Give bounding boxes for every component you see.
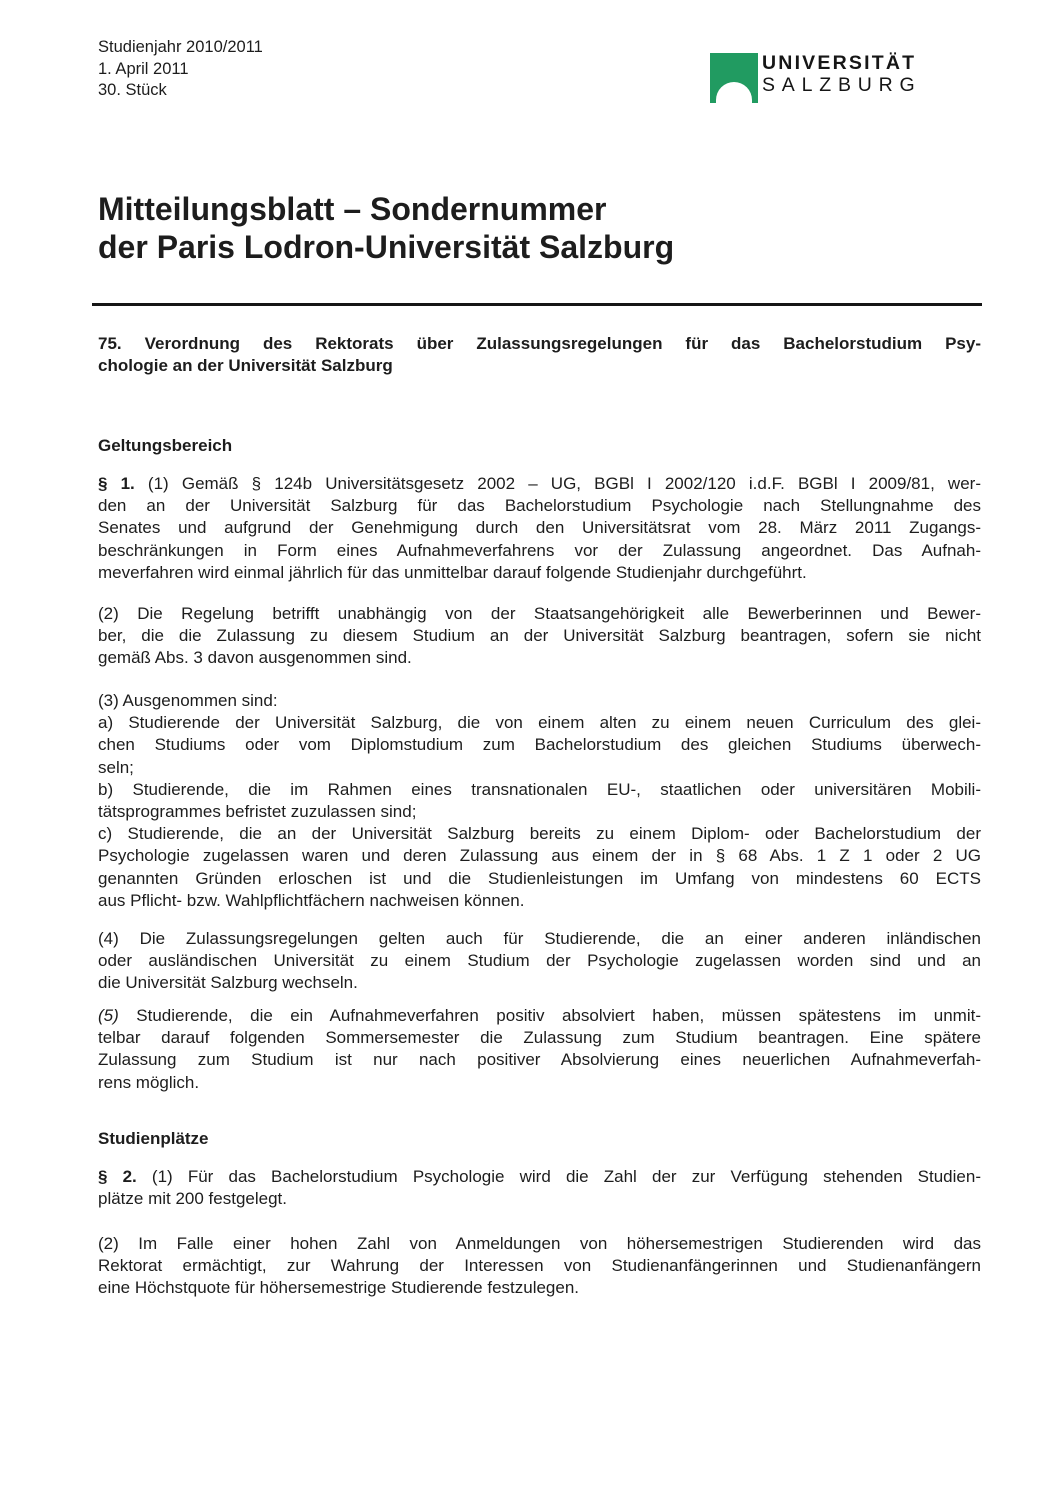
paragraph-2 — [98, 603, 981, 670]
text-line: seln; — [98, 757, 134, 777]
section-heading-geltungsbereich: Geltungsbereich — [98, 436, 233, 455]
logo-word-salzburg: SALZBURG — [762, 74, 922, 96]
paragraph-5 — [98, 1005, 981, 1094]
text-line: aus Pflicht- bzw. Wahlpflichtfächern nachweisen können. — [98, 890, 525, 910]
text-line: (4) Die Zulassungsregelungen gelten auch für Studierende, die an einer anderen inländischen — [98, 929, 981, 948]
text-line: § 2. (1) Für das Bachelorstudium Psychologie wird die Zahl der zur Verfügung stehenden Studien- — [98, 1167, 981, 1186]
paragraph-3-intro — [98, 690, 981, 712]
text-line: § 1. (1) Gemäß § 124b Universitätsgesetz 2002 – UG, BGBl I 2002/120 i.d.F. BGBl I 2009/81, wer- — [98, 474, 981, 493]
logo-word-universitaet: UNIVERSITÄT — [762, 52, 917, 74]
text-line: rens möglich. — [98, 1072, 200, 1092]
paragraph-s2-1 — [98, 1166, 981, 1210]
text-line: plätze mit 200 festgelegt. — [98, 1189, 288, 1209]
text-line: chen Studiums oder vom Diplomstudium zum Bachelorstudium des gleichen Studiums überwech- — [98, 735, 981, 755]
text-line: chologie an der Universität Salzburg — [98, 356, 393, 376]
text-line: 75. Verordnung des Rektorats über Zulassungsregelungen für das Bachelorstudium Psy- — [98, 334, 981, 353]
text-line: ber, die die Zulassung zu diesem Studium an der Universität Salzburg beantragen, sofern sie nicht — [98, 626, 981, 646]
paragraph-3-item-c — [98, 823, 981, 912]
paragraph-3-item-b — [98, 779, 981, 823]
text-line: 30. Stück — [98, 81, 167, 99]
paragraph-3-item-a — [98, 712, 981, 779]
masthead — [98, 37, 263, 102]
ordinance-title — [98, 333, 981, 377]
text-line: Psychologie zugelassen waren und deren Zulassung aus einem der in § 68 Abs. 1 Z 1 oder 2 UG — [98, 846, 981, 866]
text-line: telbar darauf folgenden Sommersemester die Zulassung zum Studium beantragen. Eine spätere — [98, 1028, 981, 1048]
section-heading-studienplaetze: Studienplätze — [98, 1129, 209, 1148]
text-line: c) Studierende, die an der Universität Salzburg bereits zu einem Diplom- oder Bachelorstudium der — [98, 824, 981, 844]
text-line: Senates und aufgrund der Genehmigung durch den Universitätsrat vom 28. März 2011 Zugangs- — [98, 518, 981, 538]
paragraph-3 — [98, 690, 981, 912]
text-line: a) Studierende der Universität Salzburg, die von einem alten zu einem neuen Curriculum des glei- — [98, 713, 981, 733]
text-line: meverfahren wird einmal jährlich für das unmittelbar darauf folgende Studienjahr durchgeführt. — [98, 562, 807, 582]
page-title — [98, 190, 998, 266]
text-line: genannten Gründen erloschen ist und die Studienleistungen im Umfang von mindestens 60 ECTS — [98, 868, 981, 888]
paragraph-4 — [98, 928, 981, 995]
logo-dome-icon — [716, 82, 752, 103]
text-line: b) Studierende, die im Rahmen eines transnationalen EU-, staatlichen oder universitären Mobili- — [98, 779, 981, 799]
paragraph-1 — [98, 473, 981, 584]
paragraph-s2-2 — [98, 1233, 981, 1300]
text-line: (5) Studierende, die ein Aufnahmeverfahren positiv absolviert haben, müssen spätestens im unmit- — [98, 1006, 981, 1025]
text-line: Mitteilungsblatt – Sondernummer — [98, 191, 607, 227]
text-line: Zulassung zum Studium ist nur nach positiver Absolvierung eines neuerlichen Aufnahmeverfah- — [98, 1050, 981, 1070]
text-line: beschränkungen in Form eines Aufnahmeverfahrens vor der Zulassung angeordnet. Das Aufnah- — [98, 540, 981, 560]
text-line: den an der Universität Salzburg für das Bachelorstudium Psychologie nach Stellungnahme des — [98, 496, 981, 516]
text-line: Studienjahr 2010/2011 — [98, 38, 263, 56]
text-line: oder ausländischen Universität zu einem Studium der Psychologie zugelassen worden sind und an — [98, 951, 981, 971]
text-line: der Paris Lodron-Universität Salzburg — [98, 229, 675, 265]
text-line: die Universität Salzburg wechseln. — [98, 973, 358, 993]
text-line: (2) Im Falle einer hohen Zahl von Anmeldungen von höhersemestrigen Studierenden wird das — [98, 1234, 981, 1253]
text-line: (3) Ausgenommen sind: — [98, 691, 278, 710]
text-line: tätsprogrammes befristet zuzulassen sind; — [98, 802, 417, 822]
text-line: Rektorat ermächtigt, zur Wahrung der Interessen von Studienanfängerinnen und Studienanfängern — [98, 1256, 981, 1276]
text-line: eine Höchstquote für höhersemestrige Studierende festzulegen. — [98, 1278, 580, 1298]
text-line: (2) Die Regelung betrifft unabhängig von der Staatsangehörigkeit alle Bewerberinnen und Bewer- — [98, 604, 981, 623]
university-logo-mark — [710, 53, 758, 103]
divider-rule — [92, 303, 982, 306]
text-line: 1. April 2011 — [98, 59, 189, 78]
university-logo-wordmark — [762, 52, 922, 96]
text-line: gemäß Abs. 3 davon ausgenommen sind. — [98, 648, 412, 668]
